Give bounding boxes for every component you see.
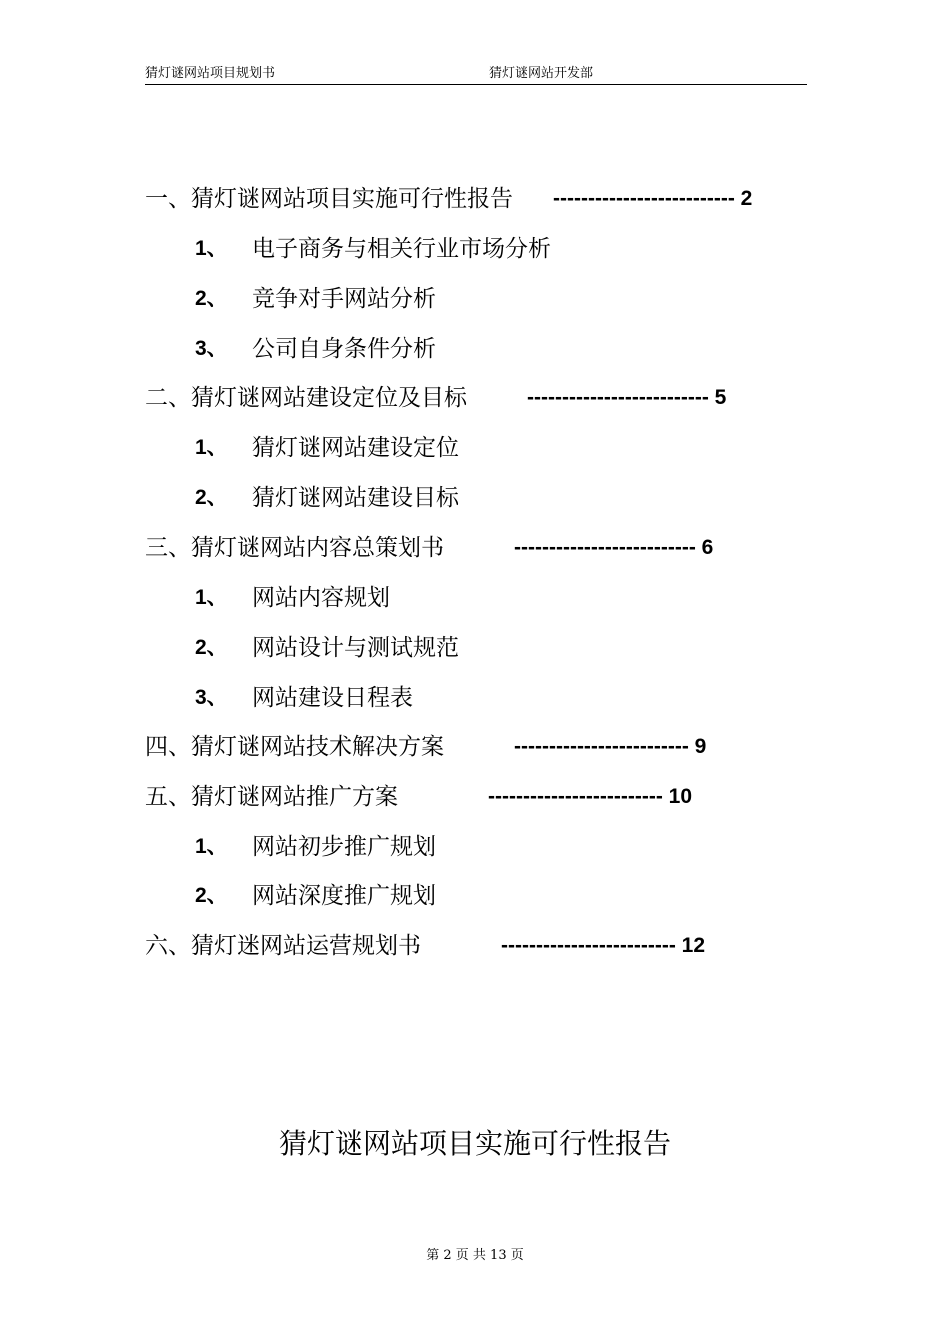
toc-subentry-text: 网站初步推广规划	[252, 834, 436, 860]
header-doc-title: 猜灯谜网站项目规划书	[145, 66, 276, 81]
toc-subentry-number: 3、	[195, 337, 228, 360]
toc-subentry-text: 竞争对手网站分析	[252, 286, 436, 312]
toc-entry-label: 五、猜灯谜网站推广方案	[145, 784, 398, 810]
toc-entry-label: 四、猜灯谜网站技术解决方案	[145, 734, 444, 760]
page-header	[145, 66, 807, 85]
header-department: 猜灯谜网站开发部	[489, 66, 594, 81]
toc-entry-leader: -------------------------- 6	[514, 536, 714, 559]
toc-entry-1[interactable]	[145, 184, 753, 214]
toc-subentry-number: 1、	[195, 835, 228, 858]
toc-entry-2[interactable]	[145, 383, 727, 413]
toc-entry-leader: -------------------------- 2	[553, 187, 753, 210]
toc-entry-5[interactable]	[145, 782, 693, 812]
page-footer: 第 2 页 共 13 页	[426, 1248, 524, 1263]
toc-subentry-text: 猜灯谜网站建设目标	[252, 485, 459, 511]
toc-entry-leader: ------------------------- 9	[514, 735, 707, 758]
toc-subentry-number: 1、	[195, 436, 228, 459]
section-heading: 猜灯谜网站项目实施可行性报告	[278, 1127, 671, 1160]
toc-entry-label: 六、猜灯迷网站运营规划书	[145, 933, 421, 959]
toc-subentry-text: 公司自身条件分析	[252, 336, 436, 362]
toc-subentry-number: 2、	[195, 884, 228, 907]
toc-entry-4[interactable]	[145, 732, 707, 762]
toc-entry-leader: ------------------------- 12	[501, 934, 706, 957]
toc-subentry-number: 1、	[195, 586, 228, 609]
toc-subentry-text: 猜灯谜网站建设定位	[252, 435, 459, 461]
toc-entry-label: 三、猜灯谜网站内容总策划书	[145, 535, 444, 561]
toc-subentry-number: 3、	[195, 686, 228, 709]
toc-subentry-text: 网站设计与测试规范	[252, 635, 459, 661]
toc-subentry-number: 2、	[195, 636, 228, 659]
toc-entry-3[interactable]	[145, 533, 714, 563]
toc-entry-leader: ------------------------- 10	[488, 785, 693, 808]
toc-entry-label: 一、猜灯谜网站项目实施可行性报告	[145, 186, 513, 212]
toc-subentry-text: 网站内容规划	[252, 585, 390, 611]
toc-entry-label: 二、猜灯谜网站建设定位及目标	[145, 385, 467, 411]
toc-subentry-number: 2、	[195, 486, 228, 509]
toc-subentry-text: 电子商务与相关行业市场分析	[252, 236, 551, 262]
toc-entry-leader: -------------------------- 5	[527, 386, 727, 409]
toc-subentry-number: 1、	[195, 237, 228, 260]
toc-subentry-number: 2、	[195, 287, 228, 310]
toc-subentry-text: 网站深度推广规划	[252, 883, 436, 909]
toc-subentry-text: 网站建设日程表	[252, 685, 413, 711]
toc-entry-6[interactable]	[145, 931, 706, 961]
